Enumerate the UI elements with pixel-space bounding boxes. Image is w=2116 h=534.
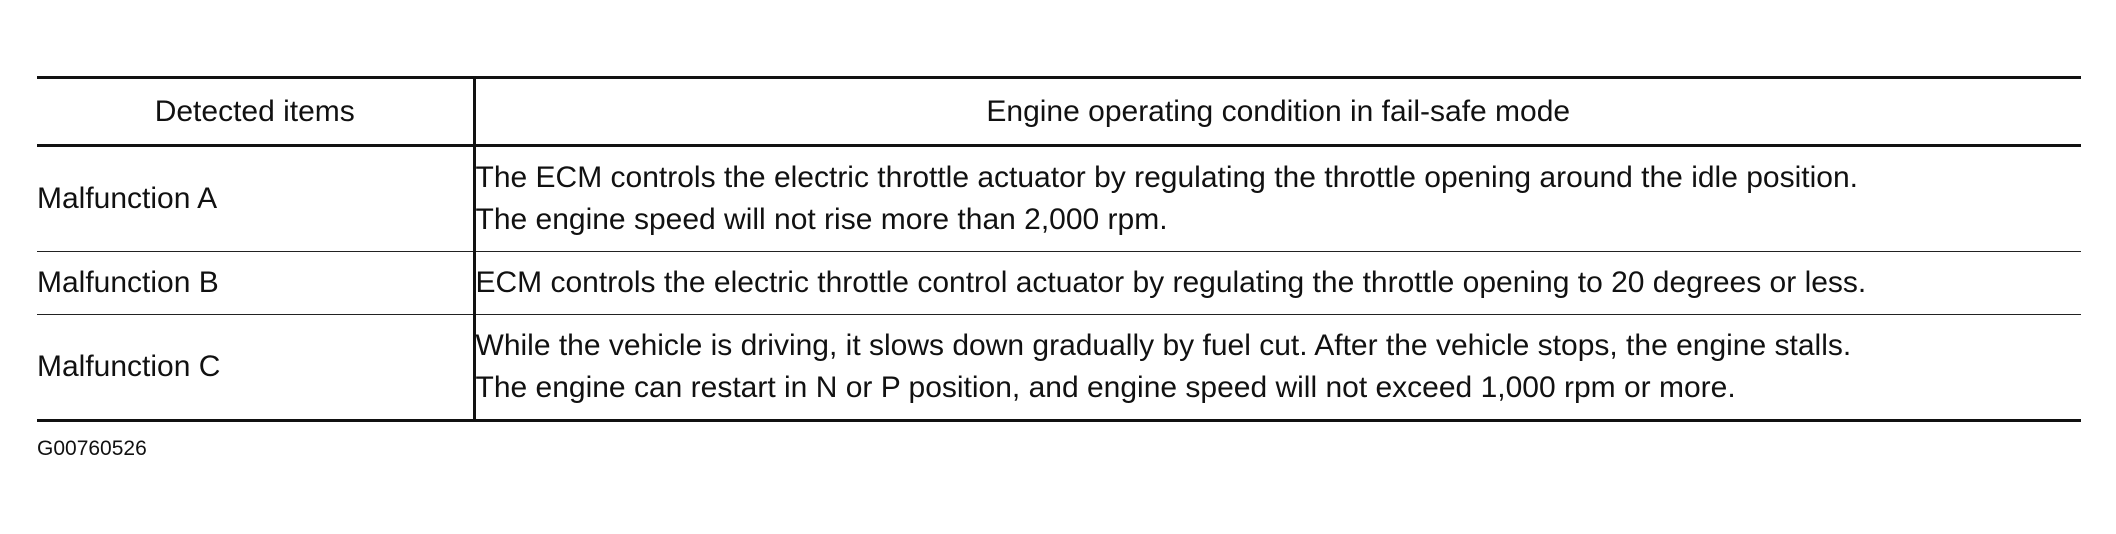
header-detected-items: Detected items (37, 78, 474, 146)
table-row (37, 146, 2081, 252)
figure-id-label: G00760526 (37, 437, 147, 460)
document-body (37, 76, 2081, 422)
condition-cell (474, 146, 2081, 252)
table-row (37, 252, 2081, 315)
condition-line: The engine speed will not rise more than 2,000 rpm. (475, 203, 1168, 236)
table-row (37, 315, 2081, 421)
condition-cell (474, 315, 2081, 421)
condition-line: The engine can restart in N or P position, and engine speed will not exceed 1,000 rpm or more. (475, 371, 1736, 404)
detected-item-cell: Malfunction B (37, 252, 474, 315)
header-engine-condition: Engine operating condition in fail-safe mode (474, 78, 2081, 146)
condition-cell (474, 252, 2081, 315)
detected-item-cell: Malfunction C (37, 315, 474, 421)
condition-line: While the vehicle is driving, it slows down gradually by fuel cut. After the vehicle stops, the engine stalls. (475, 329, 1852, 362)
table-header-row (37, 78, 2081, 146)
fail-safe-table (37, 76, 2081, 422)
condition-line: The ECM controls the electric throttle actuator by regulating the throttle opening around the idle position. (475, 161, 1858, 194)
condition-line: ECM controls the electric throttle control actuator by regulating the throttle opening to 20 degrees or less. (475, 266, 1867, 299)
detected-item-cell: Malfunction A (37, 146, 474, 252)
